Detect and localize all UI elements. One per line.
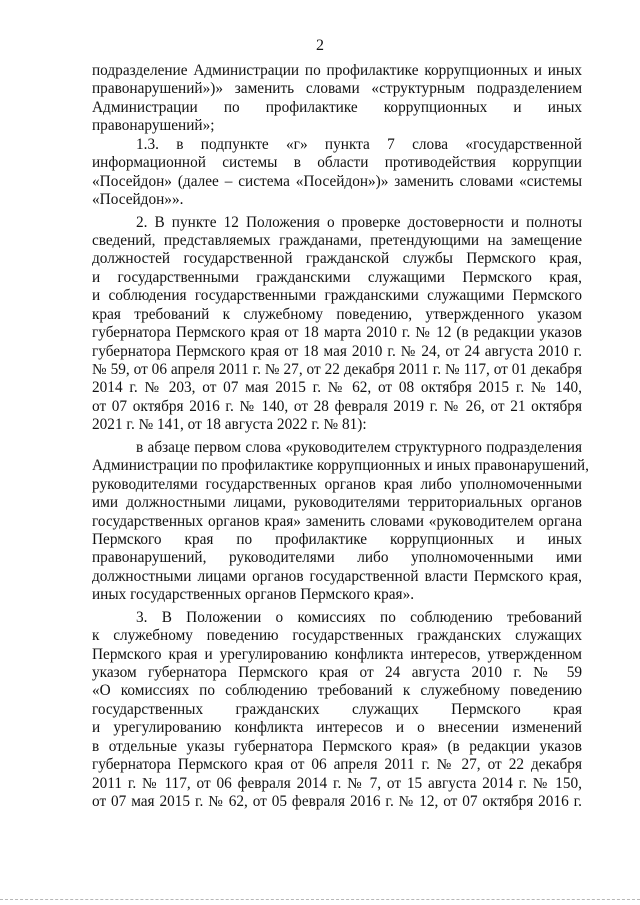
text-line: и урегулированию конфликта интересов и о внесении изменений xyxy=(92,719,582,737)
text-line: от 07 мая 2015 г. № 62, от 05 февраля 2016 г. № 12, от 07 октября 2016 г. xyxy=(92,793,582,811)
text-line: 1.3. в подпункте «г» пункта 7 слова «государственной xyxy=(136,135,582,153)
text-line: и соблюдения государственными гражданскими служащими Пермского xyxy=(92,287,582,305)
text-line: указом губернатора Пермского края от 24 августа 2010 г. № 59 xyxy=(92,664,582,681)
text-line: государственных гражданских служащих Пермского края xyxy=(92,700,582,718)
text-line: 3. В Положении о комиссиях по соблюдению требований xyxy=(136,608,582,626)
text-line: губернатора Пермского края от 06 апреля 2011 г. № 27, от 22 декабря xyxy=(92,756,582,774)
text-line: Администрации по профилактике коррупционных и иных правонарушений, xyxy=(92,457,589,475)
text-line: должностей государственной гражданской службы Пермского края, xyxy=(92,250,582,268)
text-line: в отдельные указы губернатора Пермского края» (в редакции указов xyxy=(92,737,582,755)
text-line: к служебному поведению государственных гражданских служащих xyxy=(92,627,582,645)
text-line: Пермского края и урегулированию конфликта интересов, утвержденном xyxy=(92,645,582,663)
text-line: правонарушений, руководителями либо уполномоченными ими xyxy=(92,549,582,567)
text-line: 2021 г. № 141, от 18 августа 2022 г. № 81): xyxy=(92,416,367,434)
text-line: правонарушений»)» заменить словами «структурным подразделением xyxy=(92,80,582,98)
text-line: руководителями государственных органов края либо уполномоченными xyxy=(92,475,582,493)
text-line: государственных органов края» заменить словами «руководителем органа xyxy=(92,512,582,530)
text-line: в абзаце первом слова «руководителем структурного подразделения xyxy=(136,438,582,456)
text-line: «О комиссиях по соблюдению требований к служебному поведению xyxy=(92,682,582,700)
text-line: от 07 октября 2016 г. № 140, от 28 февраля 2019 г. № 26, от 21 октября xyxy=(92,397,582,415)
document-body xyxy=(92,62,589,812)
text-line: 2014 г. № 203, от 07 мая 2015 г. № 62, от 08 октября 2015 г. № 140, xyxy=(92,379,582,397)
text-line: края требований к служебному поведению, утвержденного указом xyxy=(92,305,582,323)
text-line: сведений, представляемых гражданами, претендующими на замещение xyxy=(92,231,582,249)
page-number: 2 xyxy=(316,37,324,54)
text-line: 2. В пункте 12 Положения о проверке достоверности и полноты xyxy=(136,213,582,231)
text-line: Администрации по профилактике коррупционных и иных xyxy=(92,98,582,116)
text-line: № 59, от 06 апреля 2011 г. № 27, от 22 декабря 2011 г. № 117, от 01 декабря xyxy=(92,361,582,378)
text-line: ими должностными лицами, руководителями территориальных органов xyxy=(92,494,582,512)
text-line: информационной системы в области противодействия коррупции xyxy=(92,154,582,172)
text-line: иных государственных органов Пермского края». xyxy=(92,586,415,604)
text-line: губернатора Пермского края от 18 мая 2010 г. № 24, от 24 августа 2010 г. xyxy=(92,342,582,360)
text-line: правонарушений»; xyxy=(92,117,215,135)
text-line: подразделение Администрации по профилактике коррупционных и иных xyxy=(92,62,582,79)
text-line: и государственными гражданскими служащими Пермского края, xyxy=(92,268,582,286)
text-line: Пермского края по профилактике коррупционных и иных xyxy=(92,530,582,548)
text-line: должностными лицами органов государственной власти Пермского края, xyxy=(92,567,582,585)
text-line: губернатора Пермского края от 18 марта 2010 г. № 12 (в редакции указов xyxy=(92,324,582,342)
text-line: 2011 г. № 117, от 06 февраля 2014 г. № 7, от 15 августа 2014 г. № 150, xyxy=(92,774,582,792)
text-line: «Посейдон»». xyxy=(92,191,184,209)
scan-edge-divider xyxy=(0,899,640,900)
text-line: «Посейдон» (далее – система «Посейдон»)» заменить словами «системы xyxy=(92,172,582,190)
